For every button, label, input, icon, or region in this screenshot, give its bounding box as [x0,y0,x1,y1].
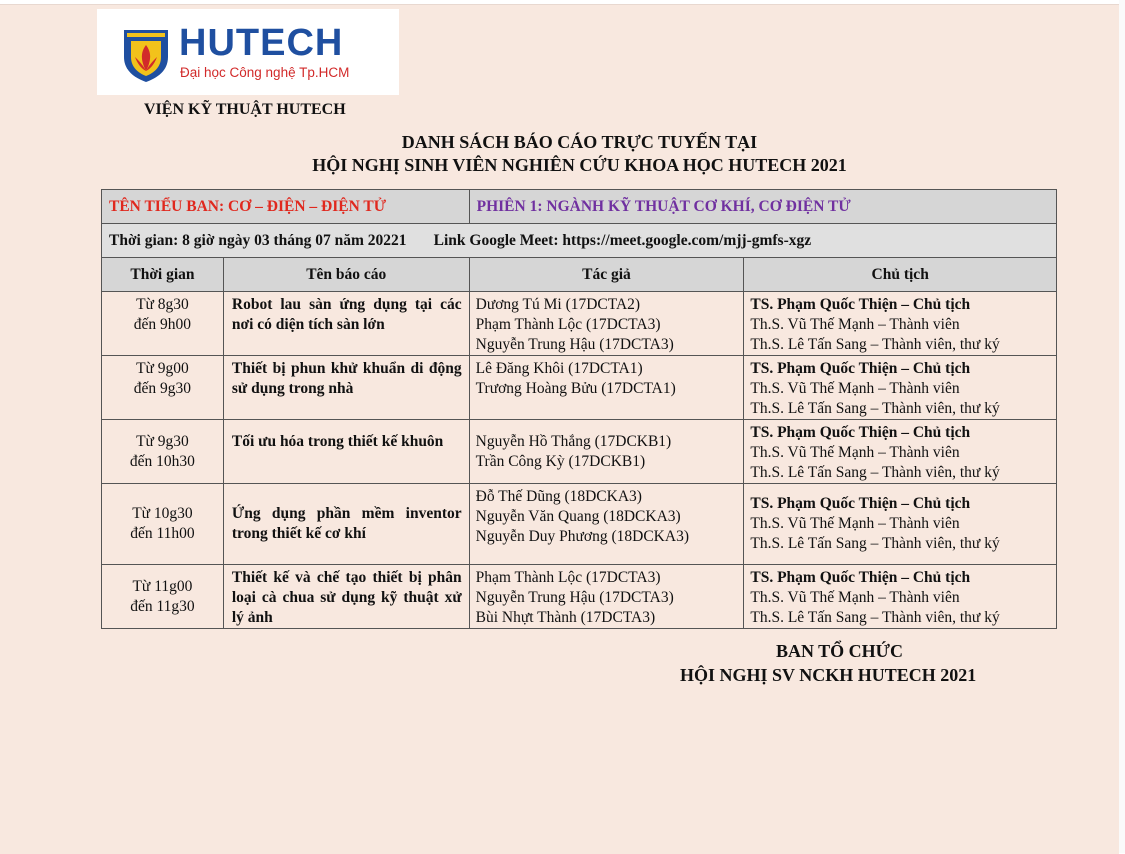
chair-cell: TS. Phạm Quốc Thiện – Chủ tịch Th.S. Vũ Thế Mạnh – Thành viên Th.S. Lê Tấn Sang – Thành viên, thư ký [744,292,1057,356]
time-cell: Từ 10g30 đến 11h00 [102,484,224,565]
table-row [102,292,1057,356]
organizer-label: BAN TỔ CHỨC [776,641,904,661]
column-header-authors: Tác giả [469,258,744,292]
authors-cell: Lê Đăng Khôi (17DCTA1) Trương Hoàng Bửu (17DCTA1) [469,356,744,420]
shield-icon [121,27,171,83]
time-cell: Từ 11g00 đến 11g30 [102,565,224,629]
page-edge [1119,0,1125,853]
document-title-line2: HỘI NGHỊ SINH VIÊN NGHIÊN CỨU KHOA HỌC HUTECH 2021 [312,155,847,175]
logo-wordmark: HUTECH [179,22,344,64]
time-cell: Từ 9g00 đến 9g30 [102,356,224,420]
chair-cell: TS. Phạm Quốc Thiện – Chủ tịch Th.S. Vũ Thế Mạnh – Thành viên Th.S. Lê Tấn Sang – Thành viên, thư ký [744,565,1057,629]
column-header-chair: Chủ tịch [744,258,1057,292]
table-header-row [102,258,1057,292]
table-row [102,484,1057,565]
time-and-link [102,224,1057,258]
authors-cell: Nguyễn Hồ Thắng (17DCKB1) Trần Công Kỳ (17DCKB1) [469,420,744,484]
meet-link[interactable]: Link Google Meet: https://meet.google.com/mjj-gmfs-xgz [433,231,812,249]
table-info-row [102,224,1057,258]
report-title: Ứng dụng phần mềm inventor trong thiết kế cơ khí [223,484,469,565]
authors-cell: Phạm Thành Lộc (17DCTA3) Nguyễn Trung Hậu (17DCTA3) Bùi Nhựt Thành (17DCTA3) [469,565,744,629]
table-row [102,356,1057,420]
logo-subtitle: Đại học Công nghệ Tp.HCM [180,65,350,80]
session-name: PHIÊN 1: NGÀNH KỸ THUẬT CƠ KHÍ, CƠ ĐIỆN TỬ [469,190,1056,224]
chair-cell: TS. Phạm Quốc Thiện – Chủ tịch Th.S. Vũ Thế Mạnh – Thành viên Th.S. Lê Tấn Sang – Thành viên, thư ký [744,420,1057,484]
table-row [102,565,1057,629]
column-header-time: Thời gian [102,258,224,292]
authors-cell: Dương Tú Mi (17DCTA2) Phạm Thành Lộc (17DCTA3) Nguyễn Trung Hậu (17DCTA3) [469,292,744,356]
schedule-table [101,189,1057,629]
chair-cell: TS. Phạm Quốc Thiện – Chủ tịch Th.S. Vũ Thế Mạnh – Thành viên Th.S. Lê Tấn Sang – Thành viên, thư ký [744,484,1057,565]
time-cell: Từ 9g30 đến 10h30 [102,420,224,484]
chair-cell: TS. Phạm Quốc Thiện – Chủ tịch Th.S. Vũ Thế Mạnh – Thành viên Th.S. Lê Tấn Sang – Thành viên, thư ký [744,356,1057,420]
report-title: Thiết bị phun khử khuẩn di động sử dụng trong nhà [223,356,469,420]
subcommittee-name: TÊN TIỂU BAN: CƠ – ĐIỆN – ĐIỆN TỬ [102,190,470,224]
column-header-title: Tên báo cáo [223,258,469,292]
conference-label: HỘI NGHỊ SV NCKH HUTECH 2021 [680,665,977,685]
report-title: Thiết kế và chế tạo thiết bị phân loại cà chua sử dụng kỹ thuật xử lý ảnh [223,565,469,629]
institute-name: VIỆN KỸ THUẬT HUTECH [144,101,346,118]
document-title-line1: DANH SÁCH BÁO CÁO TRỰC TUYẾN TẠI [401,132,758,152]
time-info: Thời gian: 8 giờ ngày 03 tháng 07 năm 20221 [109,231,407,249]
table-section-row [102,190,1057,224]
hutech-logo [97,9,399,95]
report-title: Robot lau sàn ứng dụng tại các nơi có diện tích sàn lớn [223,292,469,356]
table-row [102,420,1057,484]
time-cell: Từ 8g30 đến 9h00 [102,292,224,356]
authors-cell: Đỗ Thế Dũng (18DCKA3) Nguyễn Văn Quang (18DCKA3) Nguyễn Duy Phương (18DCKA3) [469,484,744,565]
report-title: Tối ưu hóa trong thiết kế khuôn [223,420,469,484]
